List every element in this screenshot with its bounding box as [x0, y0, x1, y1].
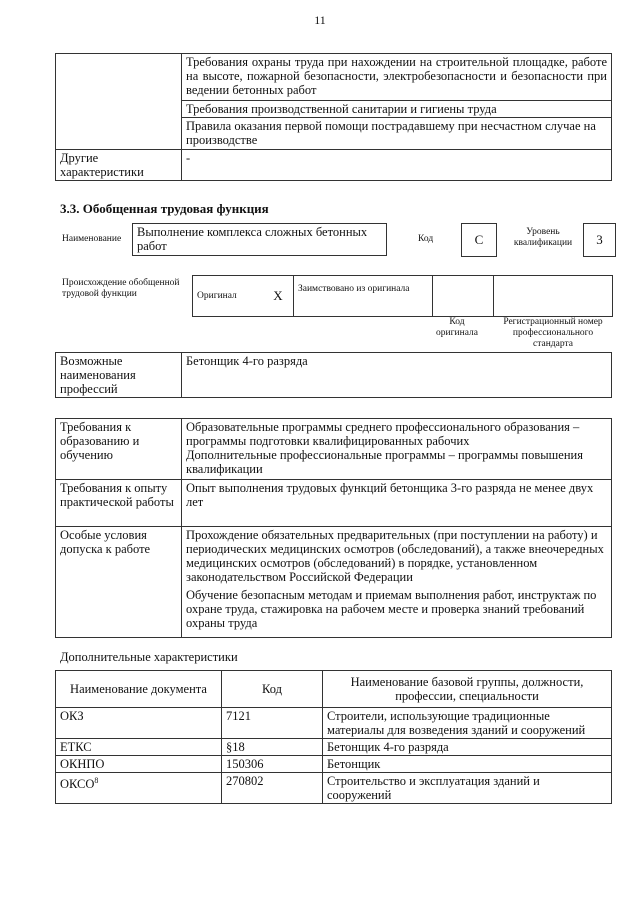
- experience-value: Опыт выполнения трудовых функций бетонщика 3-го разряда не менее двух лет: [182, 480, 612, 527]
- professions-value: Бетонщик 4-го разряда: [182, 353, 612, 398]
- experience-label: Требования к опыту практической работы: [56, 480, 182, 527]
- table-row: [56, 708, 612, 739]
- name-cell: Строители, использующие традиционные материалы для возведения зданий и сооружений: [323, 708, 612, 739]
- table-row: [56, 756, 612, 773]
- requirements-table: [55, 418, 612, 638]
- doc-cell: ОКЗ: [56, 708, 222, 739]
- reg-number-caption: Регистрационный номер профессионального стандарта: [503, 317, 603, 349]
- education-label: Требования к образованию и обучению: [56, 419, 182, 480]
- name-cell: Строительство и эксплуатация зданий и сооружений: [323, 773, 612, 804]
- admission-label: Особые условия допуска к работе: [56, 527, 182, 638]
- header-document: Наименование документа: [56, 671, 222, 708]
- sanitation-row: Требования производственной санитарии и гигиены труда: [182, 101, 612, 118]
- table-row: [56, 739, 612, 756]
- code-cell: 270802: [222, 773, 323, 804]
- doc-cell: ОКСО: [60, 777, 95, 792]
- other-characteristics-value: -: [182, 150, 612, 181]
- name-cell: Бетонщик: [323, 756, 612, 773]
- additional-title: Дополнительные характеристики: [60, 650, 238, 664]
- professions-label: Возможные наименования профессий: [56, 353, 182, 398]
- admission-line: Прохождение обязательных предварительных (при поступлении на работу) и периодических медицинских осмотров (обследований), а также внеочередных медицинских осмотров (обследований) в порядке, установленном законодательством Российской Федерации: [186, 528, 604, 584]
- doc-cell: ЕТКС: [56, 739, 222, 756]
- gtf-level-value: 3: [583, 223, 616, 257]
- original-label: Оригинал: [193, 276, 264, 317]
- additional-table: [55, 670, 612, 804]
- education-line: Образовательные программы среднего профессионального образования – программы подготовки квалифицированных рабочих: [186, 420, 580, 448]
- page-number: 11: [314, 13, 326, 27]
- admission-line: Обучение безопасным методам и приемам выполнения работ, инструктаж по охране труда, стажировка на рабочем месте и проверка знаний требований охраны труда: [186, 588, 597, 630]
- name-label: Наименование: [62, 234, 122, 244]
- code-cell: 150306: [222, 756, 323, 773]
- borrowed-label: Заимствовано из оригинала: [294, 276, 433, 317]
- first-aid-row: Правила оказания первой помощи пострадавшему при несчастном случае на производстве: [182, 118, 612, 150]
- name-cell: Бетонщик 4-го разряда: [323, 739, 612, 756]
- top-table: [55, 53, 612, 181]
- header-name: Наименование базовой группы, должности, профессии, специальности: [323, 671, 612, 708]
- doc-cell: ОКНПО: [56, 756, 222, 773]
- gtf-code-value: C: [461, 223, 497, 257]
- gtf-name-value: Выполнение комплекса сложных бетонных работ: [132, 223, 387, 256]
- footnote-mark: 8: [94, 776, 99, 785]
- code-label: Код: [418, 234, 434, 244]
- origin-label: Происхождение обобщенной трудовой функции: [62, 278, 180, 299]
- code-original-caption: Код оригинала: [436, 317, 478, 338]
- level-label: Уровень квалификации: [513, 227, 573, 248]
- original-mark: X: [263, 276, 294, 317]
- origin-table: [192, 275, 613, 317]
- safety-requirement-row: Требования охраны труда при нахождении на строительной площадке, работе на высоте, пожарной безопасности, электробезопасности и безопасности при ведении бетонных работ: [182, 54, 612, 101]
- education-line: Дополнительные профессиональные программы – программы повышения квалификации: [186, 448, 583, 476]
- code-cell: §18: [222, 739, 323, 756]
- section-title: 3.3. Обобщенная трудовая функция: [60, 201, 269, 216]
- code-cell: 7121: [222, 708, 323, 739]
- professions-table: [55, 352, 612, 398]
- other-characteristics-label: Другие характеристики: [56, 150, 182, 181]
- table-row: [56, 773, 612, 804]
- header-code: Код: [222, 671, 323, 708]
